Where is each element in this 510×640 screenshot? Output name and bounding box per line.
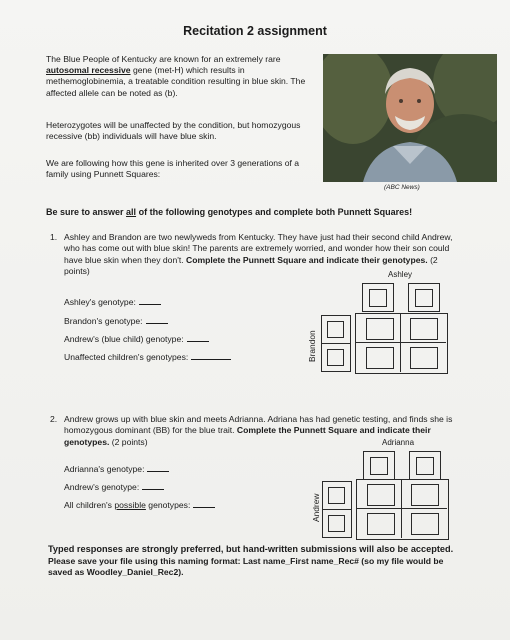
q1-genotype-unaffected-label: Unaffected children's genotypes: bbox=[64, 352, 189, 362]
intro-paragraph-2: Heterozygotes will be unaffected by the condition, but homozygous recessive (bb) individuals will have blue skin. bbox=[46, 120, 301, 142]
q2-genotype-adrianna-blank[interactable] bbox=[147, 463, 169, 472]
footer-line-2: Please save your file using this naming format: Last name_First name_Rec# (so my file would be saved as Woodley_Daniel_Rec2). bbox=[48, 555, 444, 578]
q2-genotype-children-blank[interactable] bbox=[193, 499, 215, 508]
intro-p1-underlined: autosomal recessive bbox=[46, 65, 131, 76]
q2-side-label: Andrew bbox=[311, 493, 321, 522]
q1-top-label: Ashley bbox=[388, 270, 413, 279]
q1-genotype-unaffected bbox=[64, 351, 231, 362]
q1-number: 1. bbox=[50, 232, 58, 242]
q1-genotype-brandon bbox=[64, 315, 168, 326]
intro-paragraph-1 bbox=[46, 54, 318, 99]
intro-p1-before: The Blue People of Kentucky are known for an extremely rare bbox=[46, 54, 281, 64]
q1-side-allele-2-inner bbox=[327, 349, 344, 366]
photo-credit: (ABC News) bbox=[384, 184, 420, 191]
q2-genotype-adrianna-label: Adrianna's genotype: bbox=[64, 464, 145, 474]
instruction-underlined: all bbox=[126, 207, 137, 217]
q2-side-allele-2-inner bbox=[328, 515, 345, 532]
intro-paragraph-3: We are following how this gene is inherited over 3 generations of a family using Punnett Squares: bbox=[46, 158, 300, 180]
q1-genotype-ashley bbox=[64, 296, 161, 307]
q1-genotype-ashley-blank[interactable] bbox=[139, 296, 161, 305]
q2-points: (2 points) bbox=[111, 436, 148, 447]
q1-genotype-andrew-label: Andrew's (blue child) genotype: bbox=[64, 334, 184, 344]
q1-body: Ashley and Brandon are two newlyweds from Kentucky. They have just had their second child Andrew, who has come out with blue skin! The parents are extremely worried, and wonder how their son could have blue skin when they don't. bbox=[64, 232, 453, 265]
q1-top-allele-1-inner bbox=[369, 289, 387, 307]
q1-cell-1[interactable] bbox=[366, 318, 394, 340]
q1-genotype-andrew bbox=[64, 333, 209, 344]
q1-top-allele-2-inner bbox=[415, 289, 433, 307]
q1-points: (2 points) bbox=[64, 254, 438, 277]
q2-genotype-andrew bbox=[64, 481, 164, 492]
q1-genotype-unaffected-blank[interactable] bbox=[191, 351, 231, 360]
q2-top-label: Adrianna bbox=[382, 438, 415, 447]
q2-bold-instruction: Complete the Punnett Square and indicate their genotypes. bbox=[64, 425, 431, 447]
q2-top-allele-2-inner bbox=[416, 457, 434, 475]
q1-side-label: Brandon bbox=[307, 330, 317, 362]
q2-genotype-children bbox=[64, 499, 215, 510]
q2-side-allele-1-inner bbox=[328, 487, 345, 504]
q1-genotype-brandon-label: Brandon's genotype: bbox=[64, 316, 143, 326]
q2-genotype-adrianna bbox=[64, 463, 169, 474]
q2-genotype-andrew-blank[interactable] bbox=[142, 481, 164, 490]
q1-bold-instruction: Complete the Punnett Square and indicate their genotypes. bbox=[186, 254, 428, 265]
q2-genotype-children-after: genotypes: bbox=[148, 500, 191, 510]
man-portrait-image bbox=[323, 54, 497, 182]
instruction-after: of the following genotypes and complete both Punnett Squares! bbox=[138, 207, 413, 217]
q2-cell-1[interactable] bbox=[367, 484, 395, 506]
q2-genotype-children-underlined: possible bbox=[114, 500, 146, 510]
q1-genotype-brandon-blank[interactable] bbox=[146, 315, 168, 324]
instruction-before: Be sure to answer bbox=[46, 207, 124, 217]
q1-cell-4[interactable] bbox=[410, 347, 438, 369]
q2-number: 2. bbox=[50, 414, 58, 424]
q1-cell-3[interactable] bbox=[366, 347, 394, 369]
instruction-line bbox=[46, 207, 412, 217]
q2-top-allele-1-inner bbox=[370, 457, 388, 475]
q2-cell-4[interactable] bbox=[411, 513, 439, 535]
footer-notes bbox=[48, 544, 468, 579]
q2-genotype-andrew-label: Andrew's genotype: bbox=[64, 482, 140, 492]
q2-genotype-children-before: All children's bbox=[64, 500, 112, 510]
q1-genotype-andrew-blank[interactable] bbox=[187, 333, 209, 342]
q2-cell-2[interactable] bbox=[411, 484, 439, 506]
page-title: Recitation 2 assignment bbox=[183, 24, 327, 38]
footer-line-1: Typed responses are strongly preferred, but hand-written submissions will also be accepted. bbox=[48, 544, 454, 554]
q1-genotype-ashley-label: Ashley's genotype: bbox=[64, 297, 136, 307]
q2-body: Andrew grows up with blue skin and meets Adrianna. Adriana has had genetic testing, and finds she is homozygous dominant (BB) for the blue trait. bbox=[64, 414, 453, 436]
q1-cell-2[interactable] bbox=[410, 318, 438, 340]
q1-grid-divider-horizontal bbox=[355, 342, 446, 343]
q2-grid-divider-horizontal bbox=[356, 508, 447, 509]
intro-p1-after: gene (met-H) which results in methemoglobinemia, a treatable condition resulting in blue skin. The affected allele can be noted as (b). bbox=[46, 65, 306, 98]
q1-side-allele-1-inner bbox=[327, 321, 344, 338]
man-photo bbox=[323, 54, 497, 182]
q2-cell-3[interactable] bbox=[367, 513, 395, 535]
